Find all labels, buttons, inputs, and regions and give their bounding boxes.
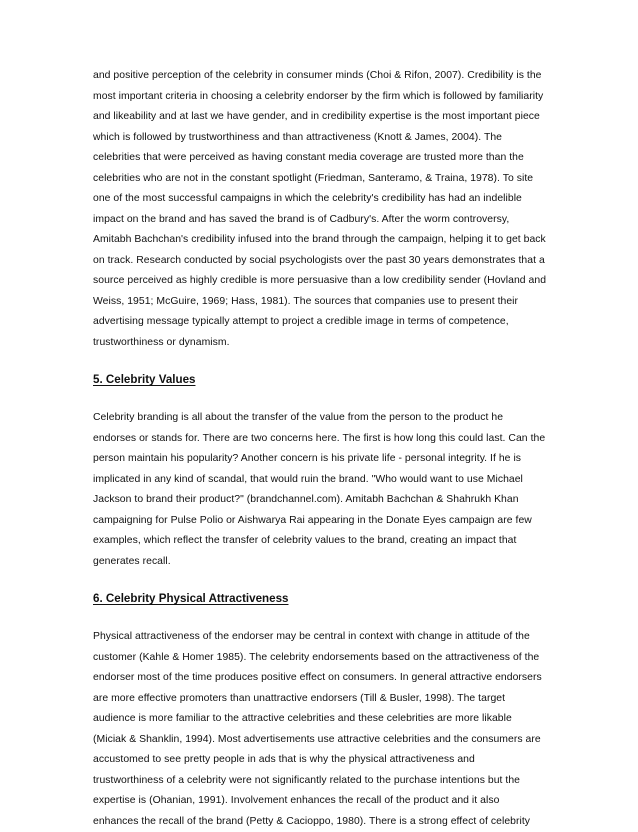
text-line: audience is more familiar to the attractive celebrities and these celebrities are more likable: [93, 709, 553, 730]
text-line: and positive perception of the celebrity in consumer minds (Choi & Rifon, 2007). Credibility is the: [93, 66, 553, 87]
text-line: celebrities that were perceived as having constant media coverage are trusted more than the: [93, 148, 553, 169]
text-line: examples, which reflect the transfer of celebrity values to the brand, creating an impact that: [93, 531, 553, 552]
text-line: trustworthiness of a celebrity were not significantly related to the purchase intentions but the: [93, 771, 553, 792]
text-line: Weiss, 1951; McGuire, 1969; Hass, 1981). The sources that companies use to present their: [93, 292, 553, 313]
text-line: impact on the brand and has saved the brand is of Cadbury's. After the worm controversy,: [93, 210, 553, 231]
text-line: (Miciak & Shanklin, 1994). Most advertisements use attractive celebrities and the consumers are: [93, 730, 553, 751]
section-heading-celebrity-values: 5. Celebrity Values: [93, 370, 553, 390]
paragraph-physical-attractiveness: [93, 627, 553, 832]
text-line: accustomed to see pretty people in ads that is why the physical attractiveness and: [93, 750, 553, 771]
text-line: celebrities who are not in the constant spotlight (Friedman, Santeramo, & Traina, 1978). To site: [93, 169, 553, 190]
text-line: trustworthiness or dynamism.: [93, 333, 553, 354]
text-line: and likeability and at last we have gender, and in credibility expertise is the most important piece: [93, 107, 553, 128]
text-line: Physical attractiveness of the endorser may be central in context with change in attitude of the: [93, 627, 553, 648]
text-line: Amitabh Bachchan's credibility infused into the brand through the campaign, helping it to get back: [93, 230, 553, 251]
text-line: generates recall.: [93, 552, 553, 573]
document-page: [93, 66, 553, 832]
text-line: Jackson to brand their product?" (brandchannel.com). Amitabh Bachchan & Shahrukh Khan: [93, 490, 553, 511]
text-line: advertising message typically attempt to project a credible image in terms of competence,: [93, 312, 553, 333]
text-line: Celebrity branding is all about the transfer of the value from the person to the product he: [93, 408, 553, 429]
text-line: enhances the recall of the brand (Petty & Cacioppo, 1980). There is a strong effect of celebrity: [93, 812, 553, 832]
text-line: endorser most of the time produces positive effect on consumers. In general attractive endorsers: [93, 668, 553, 689]
text-line: which is followed by trustworthiness and than attractiveness (Knott & James, 2004). The: [93, 128, 553, 149]
text-line: endorses or stands for. There are two concerns here. The first is how long this could last. Can the: [93, 429, 553, 450]
text-line: are more effective promoters than unattractive endorsers (Till & Busler, 1998). The target: [93, 689, 553, 710]
text-line: on track. Research conducted by social psychologists over the past 30 years demonstrates that a: [93, 251, 553, 272]
text-line: customer (Kahle & Homer 1985). The celebrity endorsements based on the attractiveness of the: [93, 648, 553, 669]
text-line: one of the most successful campaigns in which the celebrity's credibility has had an indelible: [93, 189, 553, 210]
text-line: campaigning for Pulse Polio or Aishwarya Rai appearing in the Donate Eyes campaign are few: [93, 511, 553, 532]
text-line: expertise is (Ohanian, 1991). Involvement enhances the recall of the product and it also: [93, 791, 553, 812]
text-line: source perceived as highly credible is more persuasive than a low credibility sender (Hovland and: [93, 271, 553, 292]
section-heading-physical-attractiveness: 6. Celebrity Physical Attractiveness: [93, 589, 553, 609]
paragraph-credibility: [93, 66, 553, 353]
paragraph-celebrity-values: [93, 408, 553, 572]
text-line: person maintain his popularity? Another concern is his private life - personal integrity. If he is: [93, 449, 553, 470]
text-line: implicated in any kind of scandal, that would ruin the brand. "Who would want to use Michael: [93, 470, 553, 491]
text-line: most important criteria in choosing a celebrity endorser by the firm which is followed by familiarity: [93, 87, 553, 108]
